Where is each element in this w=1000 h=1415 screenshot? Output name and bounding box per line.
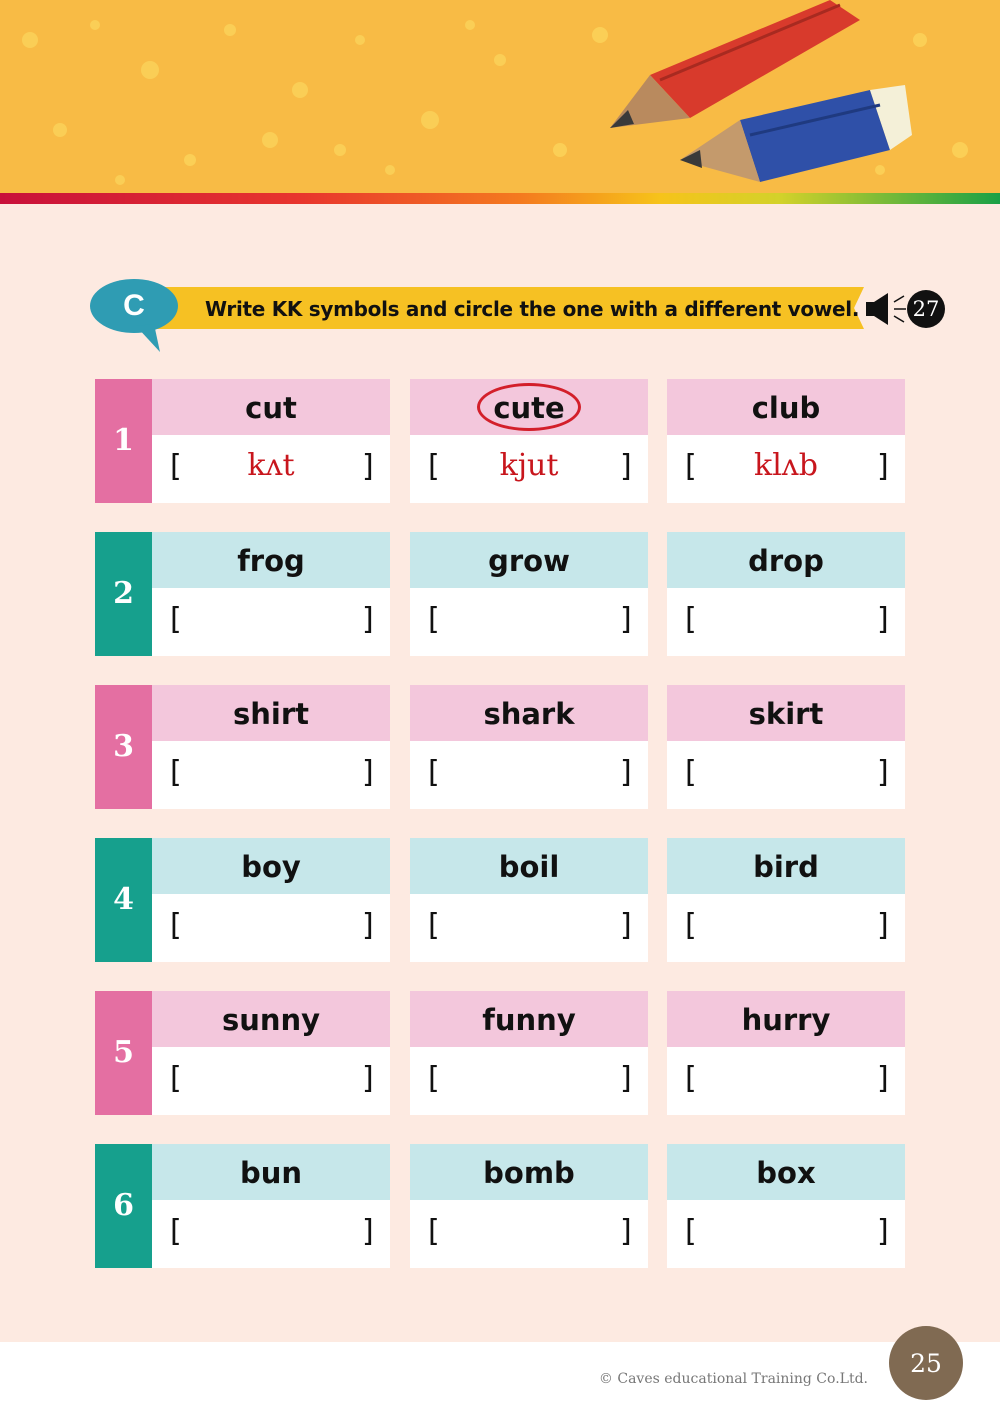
word-label[interactable]: bird bbox=[667, 838, 905, 894]
section-letter: C bbox=[123, 289, 145, 322]
word-card bbox=[410, 991, 648, 1115]
kk-answer-field[interactable] bbox=[152, 1200, 390, 1268]
kk-answer-field[interactable] bbox=[152, 741, 390, 809]
close-bracket: ] bbox=[362, 755, 374, 790]
word-card bbox=[152, 991, 390, 1115]
close-bracket: ] bbox=[877, 602, 889, 637]
kk-answer-field[interactable] bbox=[667, 435, 905, 503]
kk-answer-field[interactable] bbox=[410, 741, 648, 809]
open-bracket: [ bbox=[685, 1061, 697, 1096]
open-bracket: [ bbox=[428, 755, 440, 790]
kk-symbol-text: kʌt bbox=[247, 448, 295, 483]
close-bracket: ] bbox=[877, 908, 889, 943]
kk-answer-field[interactable] bbox=[667, 1047, 905, 1115]
close-bracket: ] bbox=[362, 1214, 374, 1249]
word-label[interactable]: hurry bbox=[667, 991, 905, 1047]
open-bracket: [ bbox=[170, 1214, 182, 1249]
open-bracket: [ bbox=[170, 755, 182, 790]
word-card bbox=[410, 1144, 648, 1268]
instruction-text: Write KK symbols and circle the one with a different vowel. bbox=[205, 297, 860, 321]
close-bracket: ] bbox=[620, 602, 632, 637]
close-bracket: ] bbox=[362, 449, 374, 484]
row-number: 3 bbox=[95, 685, 152, 809]
word-label[interactable]: funny bbox=[410, 991, 648, 1047]
row-number: 5 bbox=[95, 991, 152, 1115]
word-label[interactable]: bun bbox=[152, 1144, 390, 1200]
audio-track-number[interactable]: 27 bbox=[907, 290, 945, 328]
row-number: 6 bbox=[95, 1144, 152, 1268]
kk-answer-field[interactable] bbox=[410, 894, 648, 962]
kk-symbol-text: klʌb bbox=[754, 448, 818, 483]
row-number: 2 bbox=[95, 532, 152, 656]
word-card bbox=[152, 532, 390, 656]
kk-answer-field[interactable] bbox=[667, 894, 905, 962]
open-bracket: [ bbox=[685, 602, 697, 637]
kk-symbol-text: kjut bbox=[499, 448, 559, 483]
header-banner bbox=[0, 0, 1000, 193]
close-bracket: ] bbox=[877, 1061, 889, 1096]
word-label[interactable]: grow bbox=[410, 532, 648, 588]
word-card bbox=[410, 685, 648, 809]
close-bracket: ] bbox=[620, 755, 632, 790]
word-card bbox=[152, 838, 390, 962]
close-bracket: ] bbox=[877, 1214, 889, 1249]
close-bracket: ] bbox=[620, 1061, 632, 1096]
close-bracket: ] bbox=[620, 908, 632, 943]
word-label[interactable]: shirt bbox=[152, 685, 390, 741]
pencils-illustration bbox=[0, 0, 1000, 193]
word-label[interactable]: cut bbox=[152, 379, 390, 435]
kk-answer-field[interactable] bbox=[410, 1047, 648, 1115]
row-number: 1 bbox=[95, 379, 152, 503]
rainbow-strip bbox=[0, 193, 1000, 204]
copyright: © Caves educational Training Co.Ltd. bbox=[598, 1371, 868, 1387]
word-label[interactable]: club bbox=[667, 379, 905, 435]
word-card bbox=[667, 685, 905, 809]
open-bracket: [ bbox=[685, 1214, 697, 1249]
close-bracket: ] bbox=[362, 1061, 374, 1096]
open-bracket: [ bbox=[170, 602, 182, 637]
word-card bbox=[152, 379, 390, 503]
word-card bbox=[152, 1144, 390, 1268]
word-label[interactable]: bomb bbox=[410, 1144, 648, 1200]
word-label[interactable]: boil bbox=[410, 838, 648, 894]
row-number: 4 bbox=[95, 838, 152, 962]
open-bracket: [ bbox=[428, 449, 440, 484]
close-bracket: ] bbox=[362, 908, 374, 943]
word-label[interactable]: boy bbox=[152, 838, 390, 894]
circled-answer-mark bbox=[477, 383, 581, 431]
word-label[interactable]: skirt bbox=[667, 685, 905, 741]
word-card bbox=[410, 532, 648, 656]
open-bracket: [ bbox=[428, 1214, 440, 1249]
word-card bbox=[152, 685, 390, 809]
open-bracket: [ bbox=[685, 449, 697, 484]
word-label[interactable]: frog bbox=[152, 532, 390, 588]
open-bracket: [ bbox=[428, 1061, 440, 1096]
close-bracket: ] bbox=[362, 602, 374, 637]
speaker-icon[interactable] bbox=[862, 290, 908, 328]
word-label[interactable]: cute bbox=[410, 379, 648, 435]
open-bracket: [ bbox=[685, 908, 697, 943]
kk-answer-field[interactable] bbox=[410, 1200, 648, 1268]
word-card bbox=[667, 838, 905, 962]
close-bracket: ] bbox=[620, 449, 632, 484]
close-bracket: ] bbox=[877, 755, 889, 790]
word-card bbox=[410, 838, 648, 962]
open-bracket: [ bbox=[170, 908, 182, 943]
word-label[interactable]: drop bbox=[667, 532, 905, 588]
close-bracket: ] bbox=[877, 449, 889, 484]
kk-answer-field[interactable] bbox=[152, 894, 390, 962]
word-card bbox=[667, 1144, 905, 1268]
word-card bbox=[667, 532, 905, 656]
word-card bbox=[667, 379, 905, 503]
word-card bbox=[410, 379, 648, 503]
open-bracket: [ bbox=[428, 908, 440, 943]
kk-answer-field[interactable] bbox=[152, 588, 390, 656]
word-label[interactable]: box bbox=[667, 1144, 905, 1200]
page-number: 25 bbox=[889, 1326, 963, 1400]
kk-answer-field[interactable] bbox=[667, 1200, 905, 1268]
open-bracket: [ bbox=[170, 1061, 182, 1096]
word-card bbox=[667, 991, 905, 1115]
kk-answer-field[interactable] bbox=[410, 435, 648, 503]
open-bracket: [ bbox=[685, 755, 697, 790]
kk-answer-field[interactable] bbox=[152, 435, 390, 503]
kk-answer-field[interactable] bbox=[152, 1047, 390, 1115]
word-label[interactable]: shark bbox=[410, 685, 648, 741]
open-bracket: [ bbox=[170, 449, 182, 484]
word-label[interactable]: sunny bbox=[152, 991, 390, 1047]
open-bracket: [ bbox=[428, 602, 440, 637]
close-bracket: ] bbox=[620, 1214, 632, 1249]
kk-answer-field[interactable] bbox=[667, 588, 905, 656]
kk-answer-field[interactable] bbox=[667, 741, 905, 809]
kk-answer-field[interactable] bbox=[410, 588, 648, 656]
